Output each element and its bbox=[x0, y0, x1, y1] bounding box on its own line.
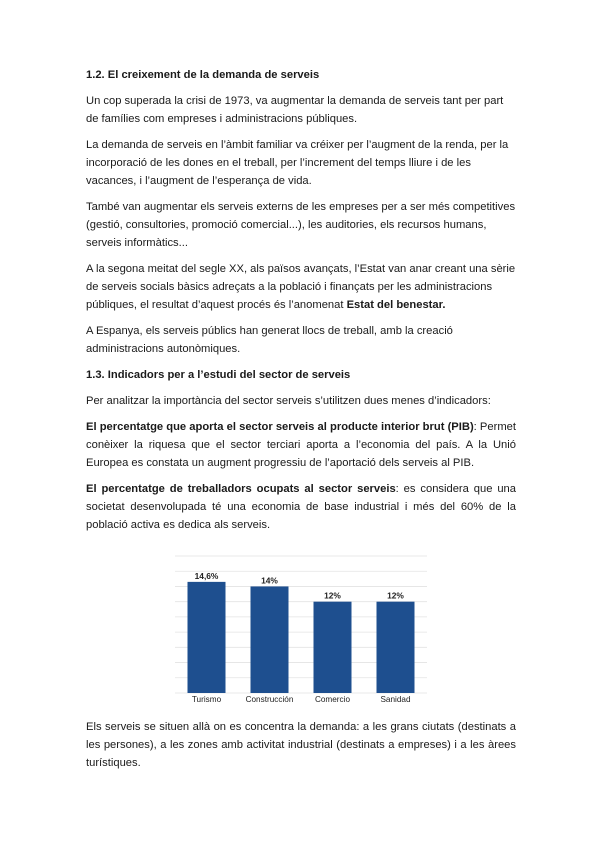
pib-bold: El percentatge que aporta el sector serveis al producte interior brut (PIB) bbox=[86, 421, 474, 433]
bar-sanidad bbox=[377, 602, 415, 693]
paragraph-spain-public-services: A Espanya, els serveis públics han generat llocs de treball, amb la creació administracions autonòmiques. bbox=[86, 325, 453, 355]
document-page bbox=[86, 66, 516, 542]
bar-construcción bbox=[251, 586, 289, 693]
bar-turismo bbox=[188, 582, 226, 693]
bar-chart bbox=[175, 553, 427, 705]
x-tick-label: Comercio bbox=[314, 695, 351, 704]
welfare-bold: Estat del benestar. bbox=[346, 299, 446, 311]
paragraph-crisis: Un cop superada la crisi de 1973, va augmentar la demanda de serveis tant per part de famílies com empreses i administracions públiques. bbox=[86, 95, 504, 125]
data-label: 12% bbox=[387, 590, 404, 601]
paragraph-service-location: Els serveis se situen allà on es concentra la demanda: a les grans ciutats (destinats a les persones), a les zones amb activitat industrial (destinats a empreses) i a les àrees turístiques. bbox=[86, 721, 516, 769]
welfare-text: A la segona meitat del segle XX, als països avançats, l’Estat van anar creant una sèrie de serveis socials bàsics adreçats a la població i finançats per les administracions públiques, el resultat d’aquest procés és l’anomenat bbox=[86, 263, 516, 311]
section-heading-1-2: 1.2. El creixement de la demanda de serveis bbox=[86, 69, 320, 81]
data-label: 12% bbox=[324, 590, 341, 601]
workers-bold: El percentatge de treballadors ocupats al sector serveis bbox=[86, 483, 396, 495]
x-tick-label: Construcción bbox=[245, 695, 294, 704]
data-label: 14% bbox=[261, 575, 278, 586]
data-label: 14,6% bbox=[194, 570, 219, 581]
paragraph-welfare-state bbox=[86, 260, 516, 314]
bar-comercio bbox=[314, 602, 352, 693]
section-heading-1-3: 1.3. Indicadors per a l’estudi del sector de serveis bbox=[86, 369, 351, 381]
pib-text: : Permet conèixer la riquesa que el sector terciari aporta a l’economia del país. A la Unió Europea es constata un augment progressiu de l’aportació dels serveis al PIB. bbox=[86, 421, 516, 469]
document-page-end bbox=[86, 718, 516, 780]
x-tick-label: Turismo bbox=[191, 695, 222, 704]
paragraph-pib-indicator bbox=[86, 418, 516, 472]
bar-chart-svg bbox=[175, 553, 427, 705]
paragraph-family-demand: La demanda de serveis en l’àmbit familiar va créixer per l’augment de la renda, per la incorporació de les dones en el treball, per l’increment del temps lliure i de les vacances, i l’augment de l’esperança de vida. bbox=[86, 139, 509, 187]
x-tick-label: Sanidad bbox=[380, 695, 411, 704]
paragraph-business-services: També van augmentar els serveis externs de les empreses per a ser més competitives (gestió, consultories, promoció comercial...), les auditories, els recursos humans, serveis informàtics... bbox=[86, 201, 516, 249]
paragraph-workers-indicator bbox=[86, 480, 516, 534]
workers-text: : es considera que una societat desenvolupada té una economia de base industrial i més del 60% de la població activa es dedica als serveis. bbox=[86, 483, 516, 531]
paragraph-indicators: Per analitzar la importància del sector serveis s’utilitzen dues menes d’indicadors: bbox=[86, 395, 491, 407]
